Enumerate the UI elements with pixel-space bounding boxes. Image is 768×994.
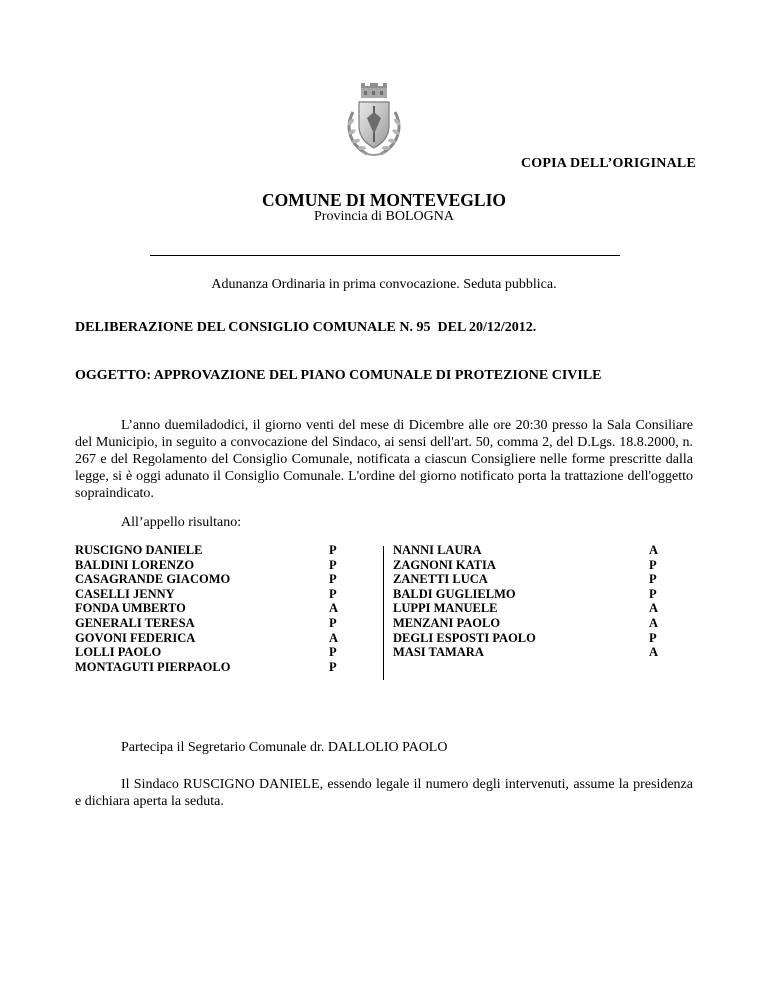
copy-of-original-label: COPIA DELL’ORIGINALE (520, 156, 696, 171)
attendance-status: P (329, 557, 337, 572)
resolution-subject: OGGETTO: APPROVAZIONE DEL PIANO COMUNALE DI PROTEZIONE CIVILE (75, 368, 602, 383)
municipal-crest-logo (343, 82, 405, 160)
councillors-left-names (75, 543, 230, 674)
attendance-status: A (329, 630, 339, 645)
attendance-status: P (649, 572, 657, 587)
councillor-name: CASELLI JENNY (75, 586, 175, 601)
attendance-status: P (649, 586, 657, 601)
councillor-name: DEGLI ESPOSTI PAOLO (393, 630, 536, 645)
resolution-number: DELIBERAZIONE DEL CONSIGLIO COMUNALE N. 95 DEL 20/12/2012. (75, 320, 537, 335)
attendance-status: A (649, 615, 659, 630)
attendance-status: A (649, 645, 659, 660)
councillor-name: LUPPI MANUELE (393, 601, 498, 616)
councillor-name: GENERALI TERESA (75, 615, 195, 630)
attendance-status: P (329, 659, 337, 674)
councillor-name: FONDA UMBERTO (75, 601, 186, 616)
municipality-title: COMUNE DI MONTEVEGLIO (261, 190, 507, 210)
mayor-paragraph: Il Sindaco RUSCIGNO DANIELE, essendo legale il numero degli intervenuti, assume la presidenza e dichiara aperta la seduta. (75, 777, 693, 809)
meeting-type: Adunanza Ordinaria in prima convocazione. Seduta pubblica. (211, 277, 557, 292)
attendance-status: A (329, 601, 339, 616)
councillors-right-status (649, 543, 658, 660)
column-divider (383, 546, 384, 680)
councillor-name: MENZANI PAOLO (393, 615, 501, 630)
councillor-name: MASI TAMARA (393, 645, 484, 660)
councillor-name: BALDI GUGLIELMO (393, 586, 516, 601)
secretary-line: Partecipa il Segretario Comunale dr. DALLOLIO PAOLO (121, 740, 448, 755)
councillor-name: NANNI LAURA (393, 543, 482, 557)
councillor-name: MONTAGUTI PIERPAOLO (75, 659, 231, 674)
attendance-status: P (329, 543, 337, 557)
councillor-name: CASAGRANDE GIACOMO (75, 572, 231, 587)
councillor-name: GOVONI FEDERICA (75, 630, 196, 645)
meeting-paragraph: L’anno duemiladodici, il giorno venti del mese di Dicembre alle ore 20:30 presso la Sala Consiliare del Municipio, in seguito a convocazione del Sindaco, ai sensi dell'art. 50, comma 2, del D.Lgs. 18.8.2000, n. 267 e del Regolamento del Consiglio Comunale, notificata a ciascun Consigliere nelle forme prescritte dalla legge, si è oggi adunato il Consiglio Comunale. L'ordine del giorno notificato porta la trattazione dell'oggetto sopraindicato. (75, 418, 693, 501)
councillor-name: LOLLI PAOLO (75, 645, 162, 660)
header-divider (150, 255, 620, 256)
councillors-right-names (393, 543, 536, 660)
attendance-status: P (329, 572, 337, 587)
councillor-name: ZAGNONI KATIA (393, 557, 496, 572)
attendance-status: A (649, 543, 659, 557)
councillor-name: BALDINI LORENZO (75, 557, 195, 572)
attendance-status: P (329, 645, 337, 660)
councillor-name: RUSCIGNO DANIELE (75, 543, 203, 557)
councillors-left-status (329, 543, 338, 674)
attendance-status: P (329, 586, 337, 601)
roll-call-heading: All’appello risultano: (121, 515, 242, 530)
attendance-status: A (649, 601, 659, 616)
province-subtitle: Provincia di BOLOGNA (314, 209, 454, 224)
councillor-name: ZANETTI LUCA (393, 572, 488, 587)
attendance-status: P (649, 630, 657, 645)
attendance-status: P (329, 615, 337, 630)
attendance-status: P (649, 557, 657, 572)
